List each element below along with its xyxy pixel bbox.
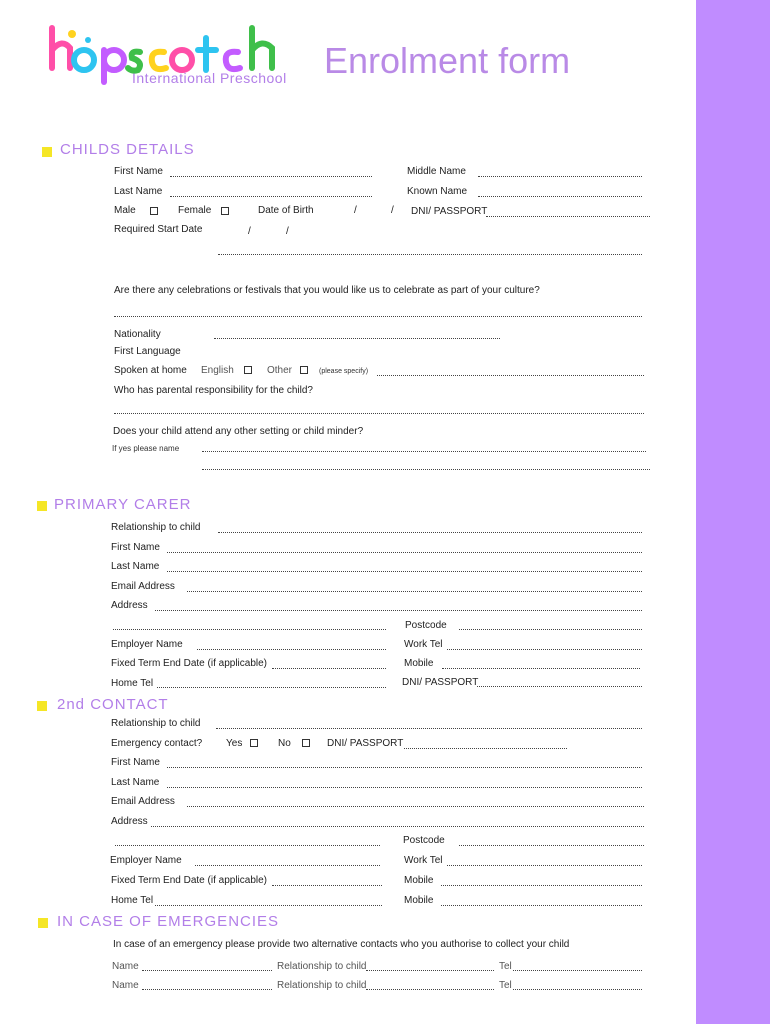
field-emergency-relationship-1[interactable] <box>366 970 494 971</box>
label-name: Name <box>112 980 139 991</box>
label-first-name: First Name <box>111 542 160 553</box>
field-second-dni[interactable] <box>404 748 567 749</box>
logo-dot-blue <box>85 37 91 43</box>
label-mobile: Mobile <box>404 658 434 669</box>
label-relationship-to-child: Relationship to child <box>111 718 201 729</box>
field-primary-last-name[interactable] <box>167 571 642 572</box>
field-nationality[interactable] <box>214 338 500 339</box>
label-other: Other <box>267 365 293 376</box>
label-relationship-to-child: Relationship to child <box>111 522 201 533</box>
label-address: Address <box>111 600 148 611</box>
section-bullet <box>42 147 52 157</box>
checkbox-male[interactable] <box>150 207 158 215</box>
field-second-address-2[interactable] <box>115 845 380 846</box>
label-relationship-to-child: Relationship to child <box>277 961 367 972</box>
section-bullet <box>37 701 47 711</box>
section-heading-2nd-contact: 2nd CONTACT <box>57 696 169 713</box>
label-required-start-date: Required Start Date <box>114 224 203 235</box>
label-postcode: Postcode <box>403 835 445 846</box>
field-second-relationship[interactable] <box>216 728 642 729</box>
label-postcode: Postcode <box>405 620 447 631</box>
label-date-of-birth: Date of Birth <box>258 205 314 216</box>
field-second-home-tel[interactable] <box>155 905 382 906</box>
label-home-tel: Home Tel <box>111 895 154 906</box>
checkbox-english[interactable] <box>244 366 252 374</box>
field-primary-relationship[interactable] <box>218 532 642 533</box>
label-dni-passport: DNI/ PASSPORT <box>402 677 479 688</box>
label-yes: Yes <box>226 738 243 749</box>
field-primary-address-2[interactable] <box>113 629 386 630</box>
label-nationality: Nationality <box>114 329 161 340</box>
field-primary-address[interactable] <box>155 610 642 611</box>
label-celebrations-question: Are there any celebrations or festivals that you would like us to celebrate as part of your culture? <box>114 285 540 296</box>
field-extra-line[interactable] <box>218 254 642 255</box>
label-english: English <box>201 365 234 376</box>
field-primary-home-tel[interactable] <box>157 687 386 688</box>
page-title: Enrolment form <box>324 40 571 81</box>
label-email-address: Email Address <box>111 581 175 592</box>
label-if-yes-please-name: If yes please name <box>112 444 180 453</box>
field-emergency-name-2[interactable] <box>142 989 272 990</box>
label-please-specify: (please specify) <box>319 368 369 375</box>
field-primary-email[interactable] <box>187 591 642 592</box>
label-home-tel: Home Tel <box>111 678 154 689</box>
label-emergency-intro: In case of an emergency please provide two alternative contacts who you authorise to collect your child <box>113 939 570 950</box>
field-second-address[interactable] <box>151 826 644 827</box>
label-tel: Tel <box>499 961 512 972</box>
logo-dot-yellow <box>68 30 76 38</box>
field-primary-first-name[interactable] <box>167 552 642 553</box>
field-second-employer[interactable] <box>195 865 380 866</box>
label-first-name: First Name <box>111 757 160 768</box>
field-primary-postcode[interactable] <box>459 629 642 630</box>
label-spoken-at-home: Spoken at home <box>114 365 187 376</box>
label-other-setting: Does your child attend any other setting or child minder? <box>113 426 364 437</box>
field-second-postcode[interactable] <box>459 845 644 846</box>
date-separator: / <box>286 226 289 237</box>
field-other-setting-name[interactable] <box>202 451 646 452</box>
purple-side-bar <box>696 0 770 1024</box>
field-primary-mobile[interactable] <box>442 668 640 669</box>
field-child-last-name[interactable] <box>170 196 372 197</box>
field-celebrations[interactable] <box>114 316 642 317</box>
label-employer-name: Employer Name <box>111 639 183 650</box>
label-last-name: Last Name <box>114 186 163 197</box>
date-separator: / <box>248 226 251 237</box>
field-second-mobile-2[interactable] <box>441 905 642 906</box>
field-second-work-tel[interactable] <box>447 865 642 866</box>
label-male: Male <box>114 205 136 216</box>
section-heading-primary-carer: PRIMARY CARER <box>54 496 192 513</box>
field-child-first-name[interactable] <box>170 176 372 177</box>
label-work-tel: Work Tel <box>404 855 443 866</box>
field-emergency-name-1[interactable] <box>142 970 272 971</box>
dob-separator: / <box>354 205 357 216</box>
field-other-setting-name-2[interactable] <box>202 469 650 470</box>
label-dni-passport: DNI/ PASSPORT <box>411 206 488 217</box>
field-second-first-name[interactable] <box>167 767 642 768</box>
field-second-last-name[interactable] <box>167 787 642 788</box>
field-second-mobile[interactable] <box>441 885 642 886</box>
checkbox-other[interactable] <box>300 366 308 374</box>
label-work-tel: Work Tel <box>404 639 443 650</box>
checkbox-yes[interactable] <box>250 739 258 747</box>
label-name: Name <box>112 961 139 972</box>
label-no: No <box>278 738 291 749</box>
label-address: Address <box>111 816 148 827</box>
label-tel: Tel <box>499 980 512 991</box>
field-emergency-tel-2[interactable] <box>513 989 642 990</box>
field-second-email[interactable] <box>187 806 644 807</box>
field-primary-fixed-term[interactable] <box>272 668 386 669</box>
label-known-name: Known Name <box>407 186 468 197</box>
label-middle-name: Middle Name <box>407 166 466 177</box>
section-heading-emergencies: IN CASE OF EMERGENCIES <box>57 913 280 930</box>
label-email-address: Email Address <box>111 796 175 807</box>
field-parental-responsibility[interactable] <box>114 413 644 414</box>
field-primary-dni[interactable] <box>477 686 642 687</box>
dob-separator: / <box>391 205 394 216</box>
field-emergency-tel-1[interactable] <box>513 970 642 971</box>
field-other-language[interactable] <box>377 375 644 376</box>
field-second-fixed-term[interactable] <box>272 885 382 886</box>
hopscotch-logo <box>40 20 300 100</box>
label-first-language: First Language <box>114 346 181 357</box>
label-parental-responsibility: Who has parental responsibility for the child? <box>114 385 313 396</box>
section-bullet <box>38 918 48 928</box>
label-last-name: Last Name <box>111 561 160 572</box>
checkbox-female[interactable] <box>221 207 229 215</box>
label-emergency-contact: Emergency contact? <box>111 738 203 749</box>
field-child-middle-name[interactable] <box>478 176 642 177</box>
label-last-name: Last Name <box>111 777 160 788</box>
label-mobile: Mobile <box>404 875 434 886</box>
field-child-dni[interactable] <box>486 216 650 217</box>
field-primary-employer[interactable] <box>197 649 386 650</box>
label-fixed-term-end-date: Fixed Term End Date (if applicable) <box>111 658 267 669</box>
field-emergency-relationship-2[interactable] <box>366 989 494 990</box>
field-child-known-name[interactable] <box>478 196 642 197</box>
logo-subtitle: International Preschool <box>132 70 287 86</box>
label-female: Female <box>178 205 212 216</box>
section-bullet <box>37 501 47 511</box>
label-relationship-to-child: Relationship to child <box>277 980 367 991</box>
label-first-name: First Name <box>114 166 163 177</box>
section-heading-childs-details: CHILDS DETAILS <box>60 141 195 158</box>
label-mobile: Mobile <box>404 895 434 906</box>
field-primary-work-tel[interactable] <box>447 649 642 650</box>
label-fixed-term-end-date: Fixed Term End Date (if applicable) <box>111 875 267 886</box>
checkbox-no[interactable] <box>302 739 310 747</box>
label-employer-name: Employer Name <box>110 855 182 866</box>
label-dni-passport: DNI/ PASSPORT <box>327 738 404 749</box>
